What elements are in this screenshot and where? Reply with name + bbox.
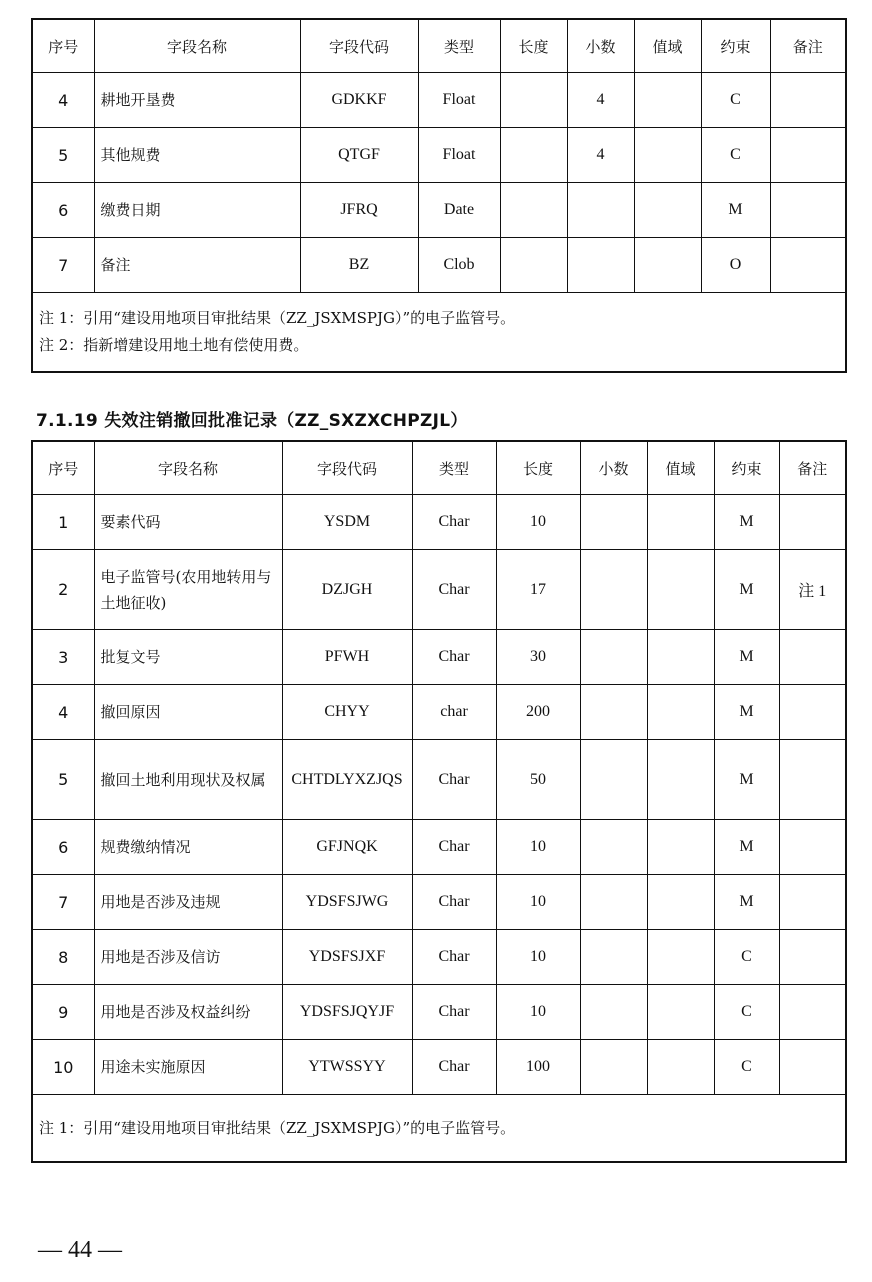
- cell-constraint: C: [714, 1040, 779, 1095]
- cell-seq: 3: [32, 630, 94, 685]
- header-constraint: 约束: [714, 441, 779, 495]
- cell-field-code: CHTDLYXZJQS: [282, 740, 412, 820]
- cell-seq: 7: [32, 875, 94, 930]
- cell-constraint: C: [701, 128, 770, 183]
- header-field-code: 字段代码: [300, 19, 418, 73]
- cell-field-code: CHYY: [282, 685, 412, 740]
- cell-remark: [779, 930, 846, 985]
- table-row: [32, 630, 846, 685]
- cell-field-name: 耕地开垦费: [94, 73, 300, 128]
- cell-constraint: C: [714, 985, 779, 1040]
- table-note: 注 1：引用“建设用地项目审批结果（ZZ_JSXMSPJG）”的电子监管号。: [39, 309, 516, 327]
- cell-field-name: 电子监管号(农用地转用与土地征收): [94, 550, 282, 630]
- cell-constraint: M: [714, 820, 779, 875]
- header-field-name: 字段名称: [94, 19, 300, 73]
- table-notes: [32, 1095, 846, 1163]
- cell-field-name: 用地是否涉及违规: [94, 875, 282, 930]
- cell-field-code: JFRQ: [300, 183, 418, 238]
- cell-seq: 4: [32, 73, 94, 128]
- cell-seq: 7: [32, 238, 94, 293]
- cell-type: Char: [412, 820, 496, 875]
- cell-type: Float: [418, 73, 500, 128]
- cell-remark: [779, 685, 846, 740]
- cell-remark: [779, 875, 846, 930]
- cell-remark: [770, 238, 846, 293]
- section-title: 7.1.19 失效注销撤回批准记录（ZZ_SXZXCHPZJL）: [36, 411, 468, 431]
- cell-field-name: 用地是否涉及权益纠纷: [94, 985, 282, 1040]
- table-header-row: [32, 441, 846, 495]
- header-type: 类型: [412, 441, 496, 495]
- table-row: [32, 183, 846, 238]
- cell-domain: [647, 985, 714, 1040]
- cell-length: 50: [496, 740, 580, 820]
- table-row: [32, 820, 846, 875]
- table-notes-row: [32, 1095, 846, 1163]
- cell-domain: [647, 820, 714, 875]
- cell-decimal: [580, 985, 647, 1040]
- cell-constraint: C: [714, 930, 779, 985]
- cell-type: Char: [412, 740, 496, 820]
- cell-domain: [647, 495, 714, 550]
- header-seq: 序号: [32, 19, 94, 73]
- header-length: 长度: [500, 19, 567, 73]
- header-field-name: 字段名称: [94, 441, 282, 495]
- header-decimal: 小数: [580, 441, 647, 495]
- cell-field-code: GFJNQK: [282, 820, 412, 875]
- cell-field-code: PFWH: [282, 630, 412, 685]
- table-row: [32, 685, 846, 740]
- cell-field-code: YDSFSJXF: [282, 930, 412, 985]
- table-row: [32, 238, 846, 293]
- header-decimal: 小数: [567, 19, 634, 73]
- cell-remark: [779, 495, 846, 550]
- cell-field-name: 用途未实施原因: [94, 1040, 282, 1095]
- cell-constraint: C: [701, 73, 770, 128]
- table-row: [32, 930, 846, 985]
- table-note: 注 1：引用“建设用地项目审批结果（ZZ_JSXMSPJG）”的电子监管号。: [39, 1118, 516, 1137]
- cell-type: Char: [412, 875, 496, 930]
- cell-field-name: 规费缴纳情况: [94, 820, 282, 875]
- cell-domain: [647, 875, 714, 930]
- cell-type: Float: [418, 128, 500, 183]
- cell-type: Char: [412, 550, 496, 630]
- cell-remark: [770, 73, 846, 128]
- cell-constraint: M: [714, 630, 779, 685]
- cell-decimal: [580, 685, 647, 740]
- cell-constraint: M: [714, 495, 779, 550]
- cell-field-code: YTWSSYY: [282, 1040, 412, 1095]
- cell-remark: [770, 183, 846, 238]
- table-row: [32, 740, 846, 820]
- cell-field-name: 撤回土地利用现状及权属: [94, 740, 282, 820]
- cell-domain: [647, 630, 714, 685]
- table-note: 注 2：指新增建设用地土地有偿使用费。: [39, 336, 309, 354]
- header-domain: 值域: [634, 19, 701, 73]
- cell-remark: [779, 985, 846, 1040]
- cell-domain: [647, 1040, 714, 1095]
- header-remark: 备注: [770, 19, 846, 73]
- cell-length: 10: [496, 495, 580, 550]
- cell-constraint: M: [701, 183, 770, 238]
- header-constraint: 约束: [701, 19, 770, 73]
- cell-length: [500, 238, 567, 293]
- cell-type: char: [412, 685, 496, 740]
- cell-decimal: 4: [567, 128, 634, 183]
- cell-type: Clob: [418, 238, 500, 293]
- cell-type: Char: [412, 1040, 496, 1095]
- table-row: [32, 875, 846, 930]
- cell-decimal: [580, 1040, 647, 1095]
- cell-constraint: M: [714, 550, 779, 630]
- cell-type: Char: [412, 495, 496, 550]
- cell-field-code: YDSFSJWG: [282, 875, 412, 930]
- table-row: [32, 128, 846, 183]
- cell-remark: [779, 820, 846, 875]
- cell-seq: 8: [32, 930, 94, 985]
- cell-length: 100: [496, 1040, 580, 1095]
- cell-domain: [634, 183, 701, 238]
- cell-length: 200: [496, 685, 580, 740]
- cell-type: Char: [412, 985, 496, 1040]
- cell-seq: 4: [32, 685, 94, 740]
- cell-field-name: 用地是否涉及信访: [94, 930, 282, 985]
- cell-decimal: [580, 875, 647, 930]
- cell-field-code: DZJGH: [282, 550, 412, 630]
- cell-field-name: 批复文号: [94, 630, 282, 685]
- cell-length: [500, 73, 567, 128]
- cell-decimal: 4: [567, 73, 634, 128]
- cell-field-code: QTGF: [300, 128, 418, 183]
- cell-seq: 2: [32, 550, 94, 630]
- table-row: [32, 985, 846, 1040]
- cell-domain: [647, 550, 714, 630]
- cell-remark: 注 1: [779, 550, 846, 630]
- cell-domain: [647, 740, 714, 820]
- cell-decimal: [580, 550, 647, 630]
- cell-decimal: [567, 238, 634, 293]
- cell-domain: [647, 930, 714, 985]
- cell-field-name: 备注: [94, 238, 300, 293]
- cell-type: Char: [412, 930, 496, 985]
- field-table: [31, 440, 847, 1163]
- cell-length: [500, 183, 567, 238]
- cell-length: 10: [496, 820, 580, 875]
- cell-length: 10: [496, 985, 580, 1040]
- cell-remark: [779, 740, 846, 820]
- table-row: [32, 550, 846, 630]
- cell-length: 17: [496, 550, 580, 630]
- page-number: — 44 —: [38, 1237, 122, 1263]
- table-row: [32, 73, 846, 128]
- cell-constraint: M: [714, 685, 779, 740]
- header-field-code: 字段代码: [282, 441, 412, 495]
- table-row: [32, 1040, 846, 1095]
- cell-field-name: 缴费日期: [94, 183, 300, 238]
- cell-decimal: [580, 820, 647, 875]
- cell-remark: [779, 1040, 846, 1095]
- table-header-row: [32, 19, 846, 73]
- cell-field-code: YSDM: [282, 495, 412, 550]
- cell-decimal: [567, 183, 634, 238]
- cell-field-name: 其他规费: [94, 128, 300, 183]
- cell-seq: 5: [32, 740, 94, 820]
- cell-length: 10: [496, 875, 580, 930]
- field-table-continued: [31, 18, 847, 373]
- cell-seq: 6: [32, 820, 94, 875]
- cell-field-name: 撤回原因: [94, 685, 282, 740]
- cell-length: 30: [496, 630, 580, 685]
- cell-seq: 9: [32, 985, 94, 1040]
- cell-domain: [634, 73, 701, 128]
- cell-length: 10: [496, 930, 580, 985]
- cell-domain: [634, 128, 701, 183]
- cell-seq: 1: [32, 495, 94, 550]
- cell-seq: 5: [32, 128, 94, 183]
- cell-decimal: [580, 495, 647, 550]
- cell-type: Char: [412, 630, 496, 685]
- cell-length: [500, 128, 567, 183]
- cell-remark: [779, 630, 846, 685]
- header-length: 长度: [496, 441, 580, 495]
- cell-decimal: [580, 740, 647, 820]
- cell-decimal: [580, 630, 647, 685]
- cell-field-name: 要素代码: [94, 495, 282, 550]
- cell-constraint: M: [714, 740, 779, 820]
- cell-field-code: GDKKF: [300, 73, 418, 128]
- cell-seq: 10: [32, 1040, 94, 1095]
- table-notes: [32, 293, 846, 373]
- cell-remark: [770, 128, 846, 183]
- cell-type: Date: [418, 183, 500, 238]
- cell-decimal: [580, 930, 647, 985]
- cell-constraint: O: [701, 238, 770, 293]
- cell-field-code: YDSFSJQYJF: [282, 985, 412, 1040]
- cell-constraint: M: [714, 875, 779, 930]
- header-type: 类型: [418, 19, 500, 73]
- cell-field-code: BZ: [300, 238, 418, 293]
- header-seq: 序号: [32, 441, 94, 495]
- header-domain: 值域: [647, 441, 714, 495]
- cell-domain: [647, 685, 714, 740]
- table-notes-row: [32, 293, 846, 373]
- cell-domain: [634, 238, 701, 293]
- table-row: [32, 495, 846, 550]
- cell-seq: 6: [32, 183, 94, 238]
- header-remark: 备注: [779, 441, 846, 495]
